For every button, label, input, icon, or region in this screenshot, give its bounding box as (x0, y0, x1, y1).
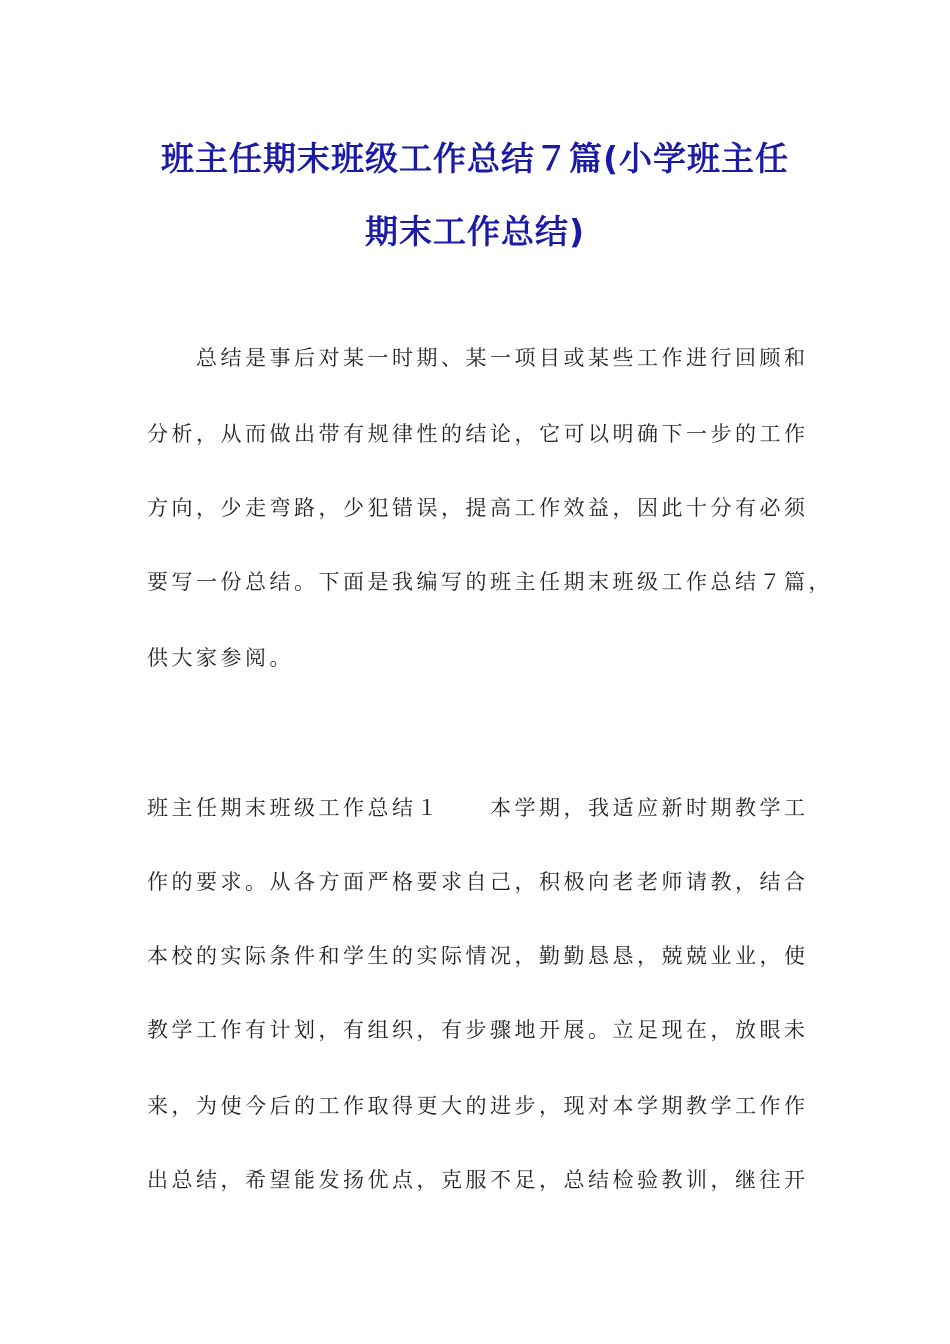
document-title-line-2: 期末工作总结) (364, 212, 586, 251)
paragraph-line: 本校的实际条件和学生的实际情况，勤勤恳恳，兢兢业业，使 (147, 944, 809, 968)
paragraph-line: 作的要求。从各方面严格要求自己，积极向老老师请教，结合 (147, 870, 809, 894)
paragraph-line: 班主任期末班级工作总结１ 本学期，我适应新时期教学工 (147, 796, 809, 820)
document-title-line-1: 班主任期末班级工作总结７篇(小学班主任 (160, 139, 790, 178)
paragraph-line: 教学工作有计划，有组织，有步骤地开展。立足现在，放眼未 (147, 1018, 809, 1042)
paragraph-line: 来，为使今后的工作取得更大的进步，现对本学期教学工作作 (147, 1094, 809, 1118)
paragraph-line: 供大家参阅。 (147, 646, 294, 670)
paragraph-line: 总结是事后对某一时期、某一项目或某些工作进行回顾和 (147, 346, 809, 370)
paragraph-line: 分析，从而做出带有规律性的结论，它可以明确下一步的工作 (147, 422, 809, 446)
paragraph-line: 出总结，希望能发扬优点，克服不足，总结检验教训，继往开 (147, 1168, 809, 1192)
paragraph-line: 要写一份总结。下面是我编写的班主任期末班级工作总结７篇， (147, 570, 833, 594)
paragraph-line: 方向，少走弯路，少犯错误，提高工作效益，因此十分有必须 (147, 496, 809, 520)
